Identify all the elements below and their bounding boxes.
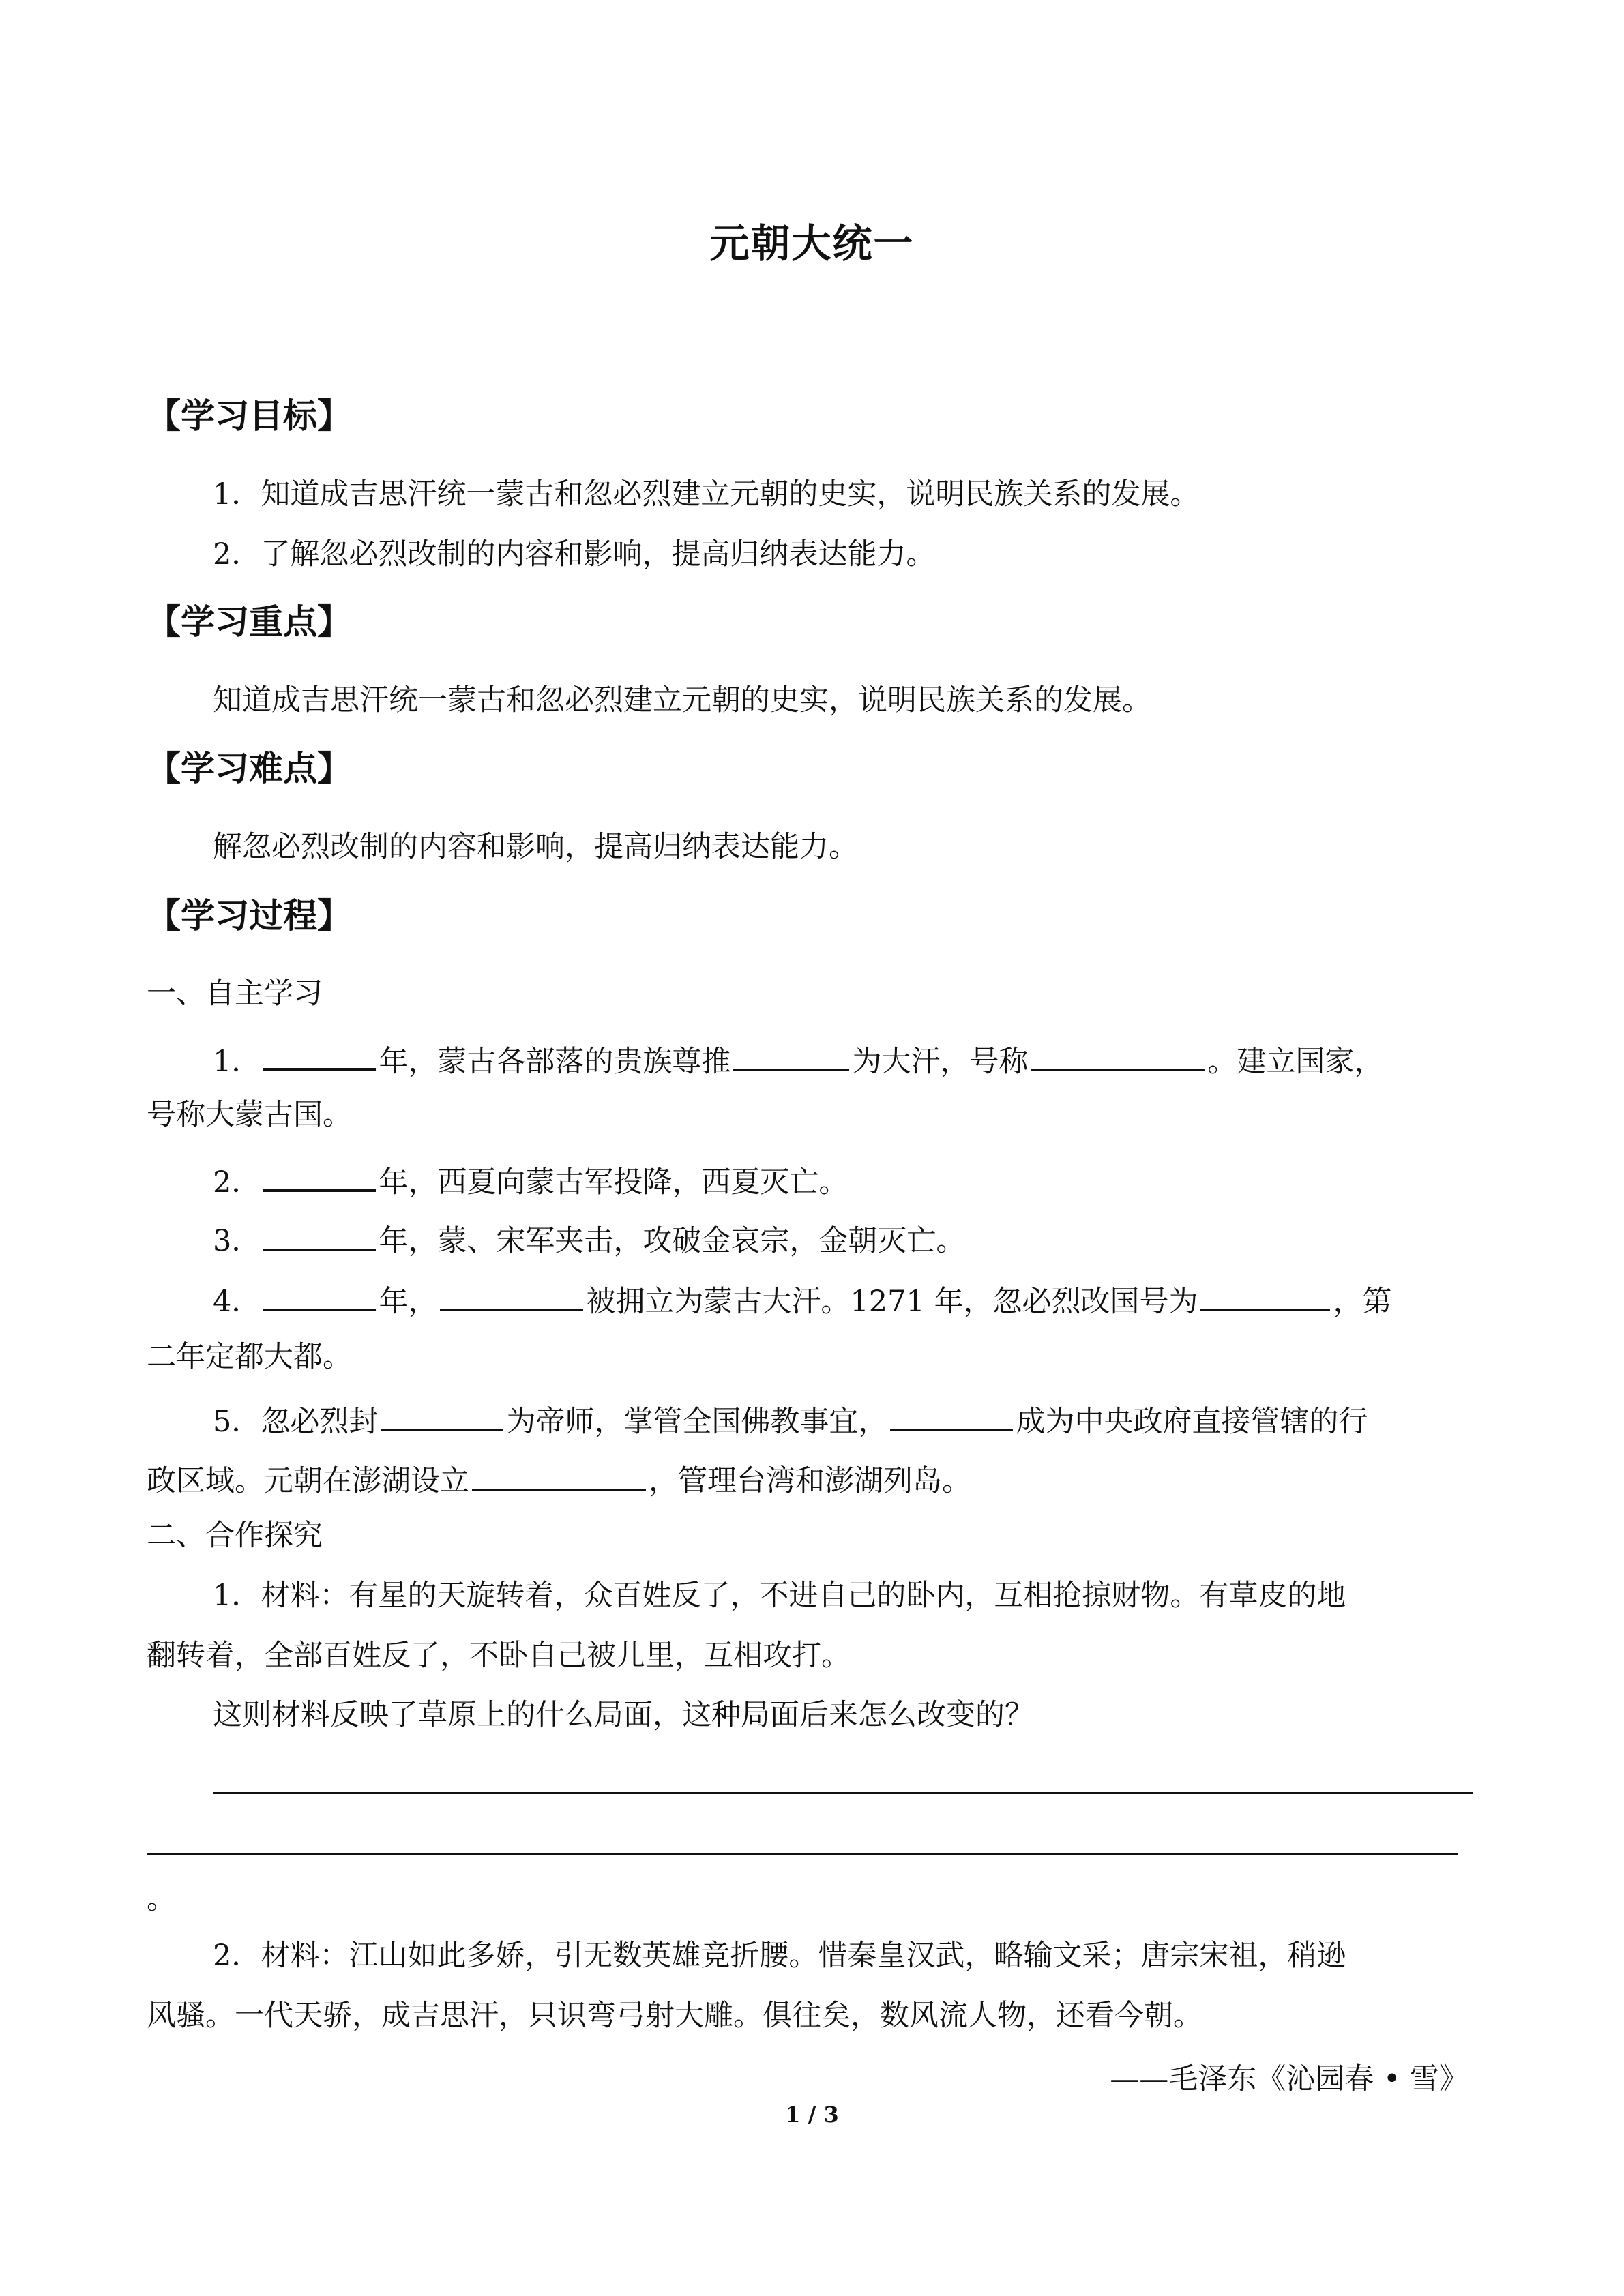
q5-text-a: 为帝师，掌管全国佛教事宜， <box>506 1405 888 1439</box>
page-title: 元朝大统一 <box>709 220 915 267</box>
part2-heading: 二、合作探究 <box>147 1519 323 1553</box>
blank-leader[interactable] <box>733 1037 849 1071</box>
q4-text-b: 被拥立为蒙古大汗。1271 年，忽必烈改国号为 <box>586 1285 1198 1319</box>
answer-line-2[interactable] <box>147 1853 1458 1855</box>
answer-line-1[interactable] <box>213 1792 1473 1794</box>
blank-dynasty[interactable] <box>1200 1277 1330 1311</box>
poem-attribution: ——毛泽东《沁园春 • 雪》 <box>1110 2062 1468 2096</box>
process-heading: 【学习过程】 <box>147 896 351 936</box>
blank-year[interactable] <box>263 1216 376 1251</box>
part1-q4-line2: 二年定都大都。 <box>147 1340 352 1374</box>
question-number: 3． <box>213 1224 261 1258</box>
q5-text-start: 5．忽必烈封 <box>213 1405 379 1439</box>
part2-q1-question: 这则材料反映了草原上的什么局面，这种局面后来怎么改变的？ <box>213 1698 1034 1732</box>
difficulty-heading: 【学习难点】 <box>147 749 351 788</box>
blank-person[interactable] <box>440 1277 583 1311</box>
q3-text: 年，蒙、宋军夹击，攻破金哀宗，金朝灭亡。 <box>379 1224 966 1258</box>
q2-text: 年，西夏向蒙古军投降，西夏灭亡。 <box>379 1165 848 1199</box>
page-number: 1 / 3 <box>785 2102 839 2128</box>
key-text: 知道成吉思汗统一蒙古和忽必烈建立元朝的史实，说明民族关系的发展。 <box>213 683 1151 717</box>
question-number: 4． <box>213 1285 261 1319</box>
blank-year[interactable] <box>263 1035 376 1071</box>
part1-q3 <box>213 1216 965 1262</box>
part1-q5-line1 <box>213 1397 1368 1442</box>
part2-q2-line1: 2．材料：江山如此多娇，引无数英雄竞折腰。惜秦皇汉武，略输文采；唐宗宋祖，稍逊 <box>213 1939 1346 1973</box>
blank-title[interactable] <box>1031 1037 1205 1071</box>
q4-text-a: 年， <box>379 1285 438 1319</box>
q5-text-d: ，管理台湾和澎湖列岛。 <box>649 1464 971 1498</box>
part1-q2 <box>213 1156 848 1203</box>
answer-end-mark: 。 <box>147 1882 176 1916</box>
goal-item-2: 2．了解忽必烈改制的内容和影响，提高归纳表达能力。 <box>213 537 936 571</box>
blank-year[interactable] <box>263 1156 376 1192</box>
blank-year[interactable] <box>263 1277 376 1311</box>
blank-imperial-preceptor[interactable] <box>381 1397 503 1431</box>
key-heading: 【学习重点】 <box>147 602 351 642</box>
blank-institution[interactable] <box>472 1456 646 1491</box>
q5-text-c: 政区域。元朝在澎湖设立 <box>147 1464 469 1498</box>
part2-q1-line1: 1．材料：有星的天旋转着，众百姓反了，不进自己的卧内，互相抢掠财物。有草皮的地 <box>213 1579 1346 1613</box>
part1-q1-line1 <box>213 1035 1383 1082</box>
part1-heading: 一、自主学习 <box>147 976 323 1011</box>
question-number: 1． <box>213 1045 261 1079</box>
blank-region[interactable] <box>890 1397 1013 1431</box>
part1-q5-line2 <box>147 1456 971 1502</box>
part2-q2-line2: 风骚。一代天骄，成吉思汗，只识弯弓射大雕。俱往矣，数风流人物，还看今朝。 <box>147 1999 1202 2033</box>
q1-text-a: 年，蒙古各部落的贵族尊推 <box>379 1045 731 1079</box>
difficulty-text: 解忽必烈改制的内容和影响，提高归纳表达能力。 <box>213 830 858 864</box>
part1-q4-line1 <box>213 1277 1391 1322</box>
q1-text-c: 。建立国家， <box>1207 1045 1384 1079</box>
question-number: 2． <box>213 1165 261 1199</box>
part2-q1-line2: 翻转着，全部百姓反了，不卧自己被儿里，互相攻打。 <box>147 1639 851 1673</box>
part1-q1-line2: 号称大蒙古国。 <box>147 1098 352 1132</box>
q5-text-b: 成为中央政府直接管辖的行 <box>1016 1405 1368 1439</box>
goal-item-1: 1．知道成吉思汗统一蒙古和忽必烈建立元朝的史实，说明民族关系的发展。 <box>213 477 1200 511</box>
q4-text-c: ，第 <box>1333 1285 1392 1319</box>
goals-heading: 【学习目标】 <box>147 396 351 436</box>
q1-text-b: 为大汗，号称 <box>852 1045 1029 1079</box>
